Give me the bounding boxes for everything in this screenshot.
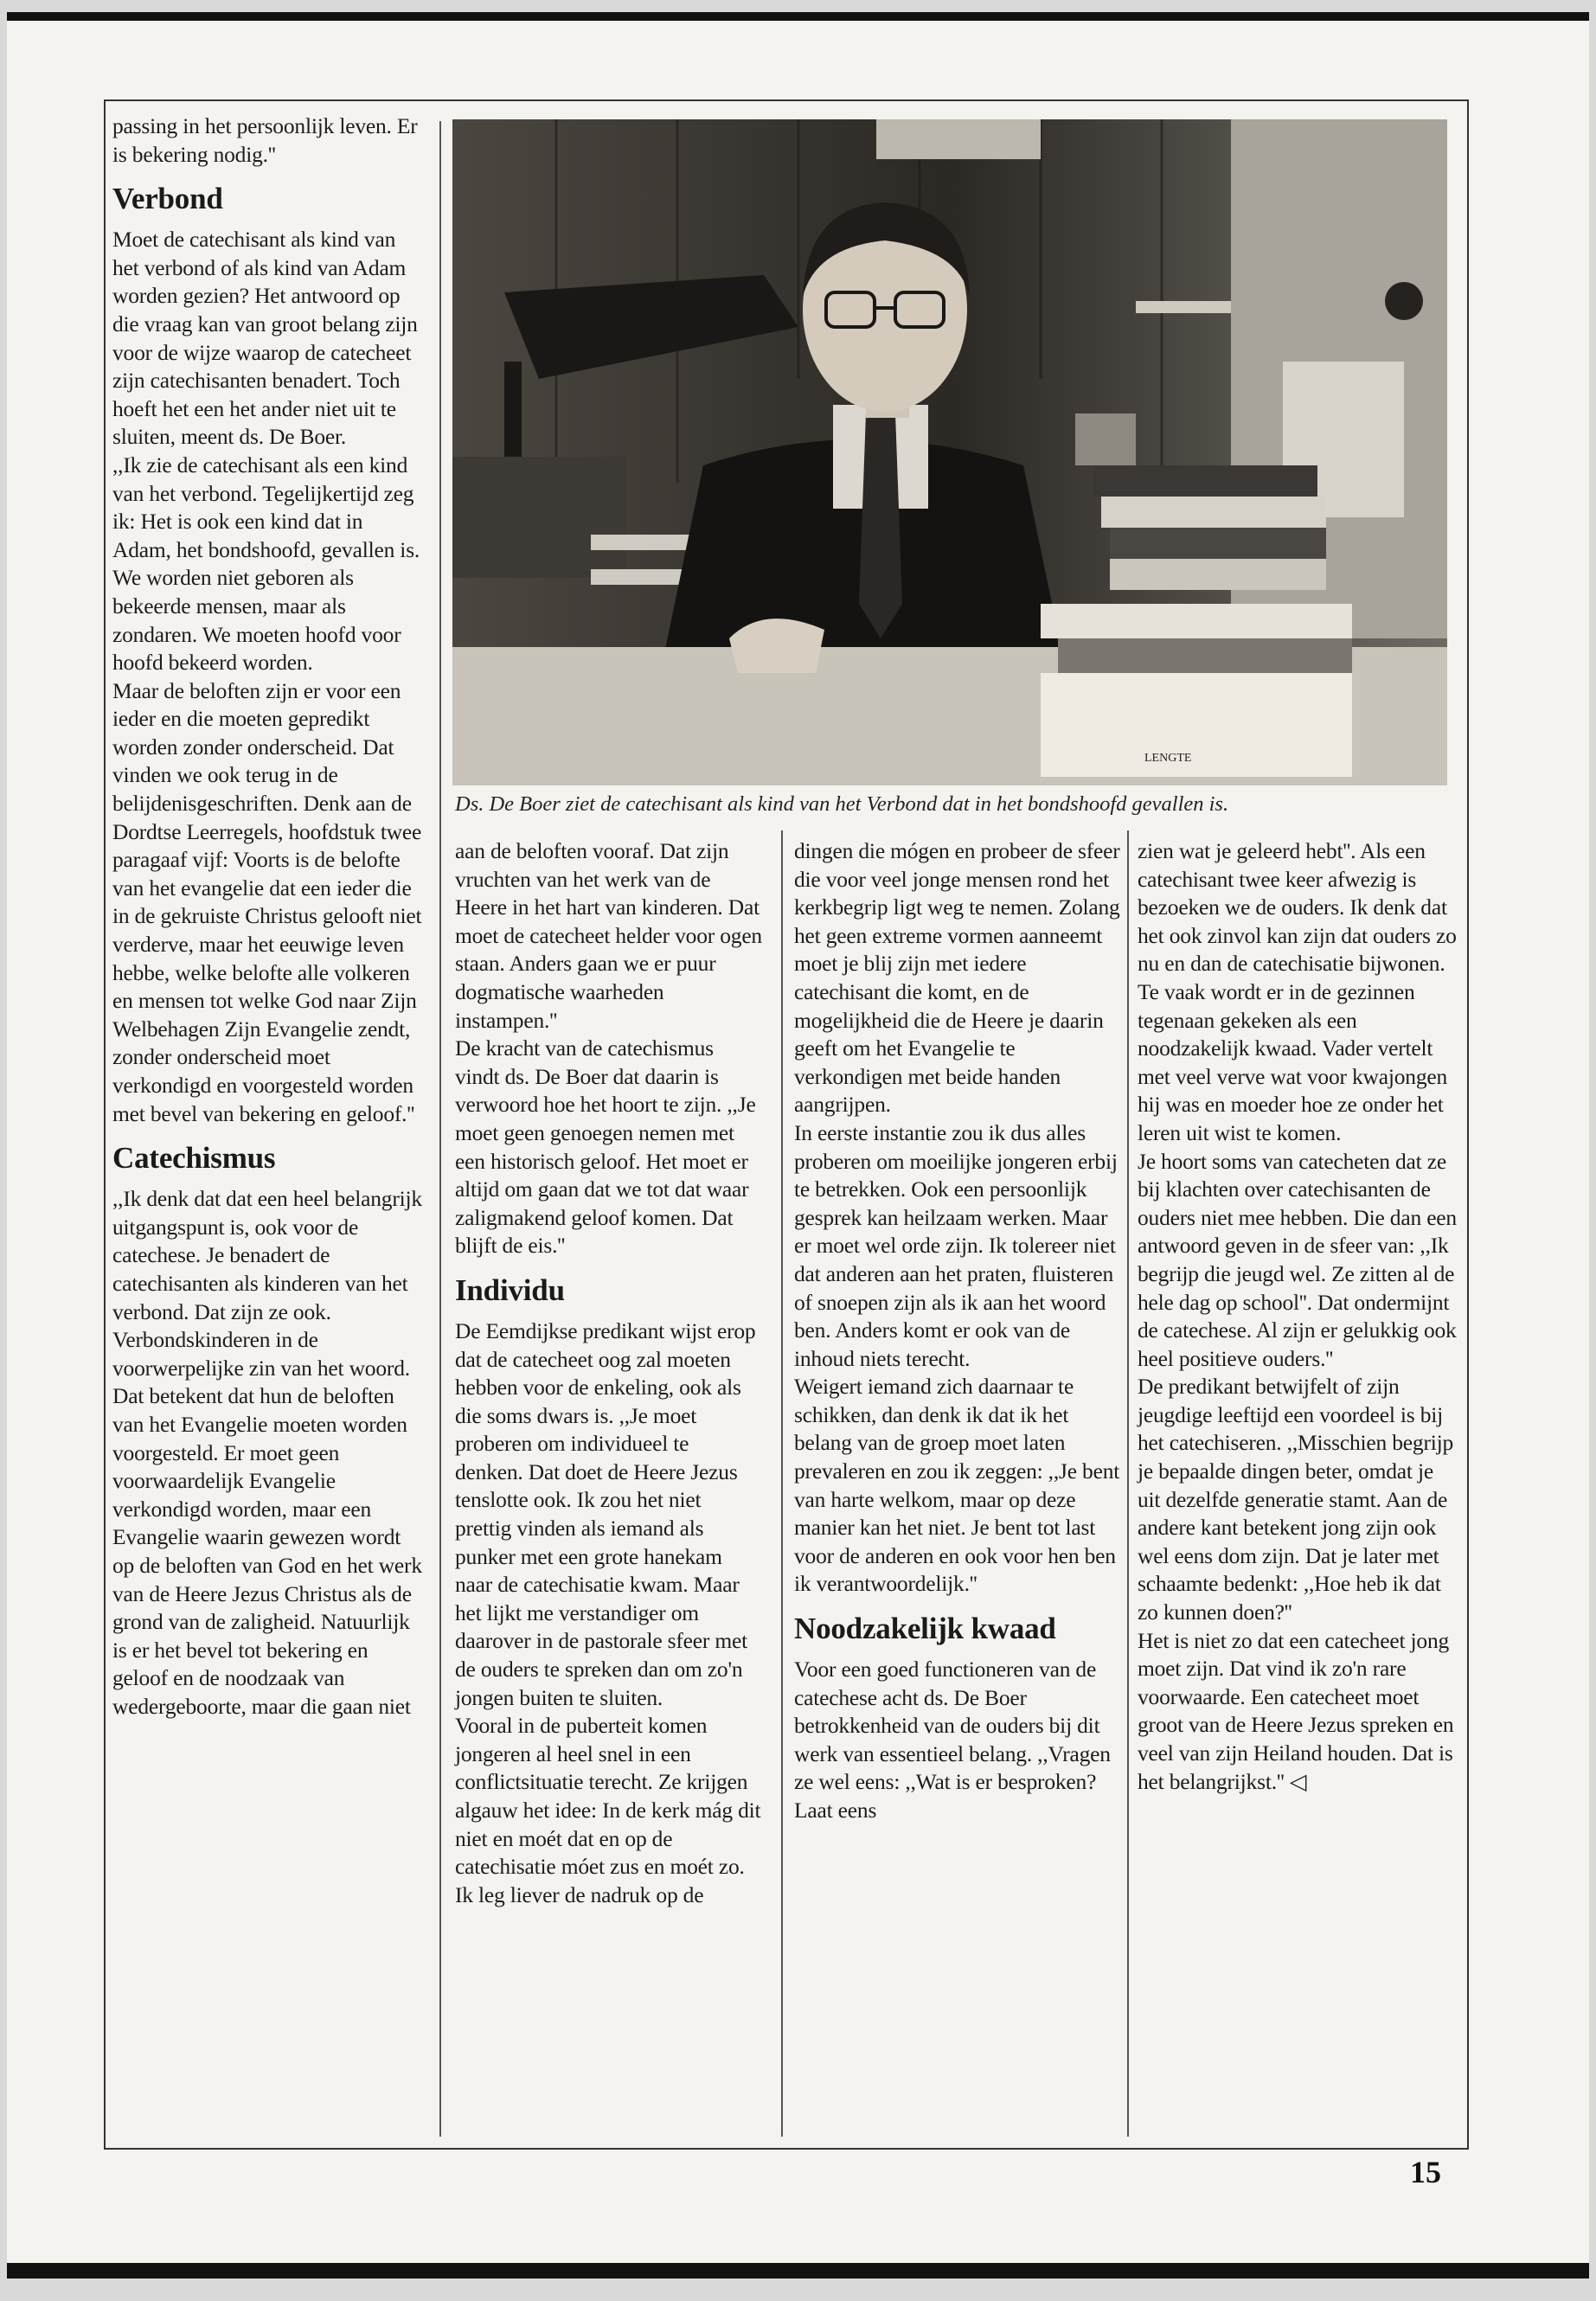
body-paragraph: Je hoort soms van catecheten dat ze bij klachten over catechisanten de ouders niet mee hebben. Die dan een antwoord geven in de sfeer van: ,,Ik begrijp die jeugd wel. Ze zitten al de hele dag op school''. Dat ondermijnt de catechese. Al zijn er gelukkig ook heel positieve ouders.'' [1138,1148,1457,1371]
portrait-photo-illustration [452,119,1447,785]
body-paragraph: dingen die mógen en probeer de sfeer die voor veel jonge mensen rond het kerkbegrip ligt weg te nemen. Zolang het geen extreme vormen aanneemt moet je blij zijn met iedere catechisant die komt, en de mogelijkheid die de Heere je daarin geeft om het Evangelie te verkondigen met beide handen aangrijpen. [794,838,1120,1118]
body-paragraph: ,,Ik denk dat dat een heel belangrijk uitgangspunt is, ook voor de catechese. Je benadert de catechisanten als kinderen van het verbond. Dat zijn ze ook. Verbondskinderen in de voorwerpelijke zin van het woord. Dat betekent dat hun de beloften van het Evangelie moeten worden voorgesteld. Er moet geen voorwaardelijk Evangelie verkondigd worden, maar een Evangelie waarin gewezen wordt op de beloften van God en het werk van de Heere Jezus Christus als de grond van de zaligheid. Natuurlijk is er het bevel tot bekering en geloof en de noodzaak van wedergeboorte, maar die gaan niet [112,1186,422,1719]
body-paragraph: Voor een goed functioneren van de catechese acht ds. De Boer betrokkenheid van de ouders bij dit werk van essentieel belang. ,,Vragen ze wel eens: ,,Wat is er besproken? Laat eens [794,1657,1111,1823]
article-column-2 [455,837,762,1909]
body-paragraph: Weigert iemand zich daarnaar te schikken, dan denk ik dat ik het belang van de groep moet laten prevaleren en zou ik zeggen: ,,Je bent van harte welkom, maar op deze manier kan het niet. Je bent tot last voor de anderen en ook voor hen ben ik verantwoordelijk.'' [794,1374,1120,1597]
photo-caption: Ds. De Boer ziet de catechisant als kind van het Verbond dat in het bondshoofd gevallen is. [455,792,1229,816]
article-column-1 [112,112,424,1721]
body-paragraph: Moet de catechisant als kind van het verbond of als kind van Adam worden gezien? Het antwoord op die vraag kan van groot belang zijn voor de wijze waarop de catecheet zijn catechisanten benadert. Toch hoeft het een het ander niet uit te sluiten, meent ds. De Boer. [112,227,418,450]
body-paragraph: passing in het persoonlijk leven. Er is bekering nodig.'' [112,113,418,167]
body-paragraph: Vooral in de puberteit komen jongeren al heel snel in een conflictsituatie terecht. Ze krijgen algauw het idee: In de kerk mág dit niet en moét dat en op de catechisatie móet zus en moét zo. Ik leg liever de nadruk op de [455,1713,761,1907]
body-paragraph: zien wat je geleerd hebt''. Als een catechisant twee keer afwezig is bezoeken we de ouders. Ik denk dat het ook zinvol kan zijn dat ouders zo nu en dan de catechisatie bijwonen. Te vaak wordt er in de gezinnen tegenaan gekeken als een noodzakelijk kwaad. Vader vertelt met veel verve wat voor kwajongen hij was en moeder hoe ze onder het leren uit wist te komen. [1138,838,1457,1145]
portrait-photo [452,119,1447,785]
column-rule [781,830,783,2137]
article-column-4 [1138,837,1459,1796]
body-paragraph: ,,Ik zie de catechisant als een kind van het verbond. Tegelijkertijd zeg ik: Het is ook een kind dat in Adam, het bondshoofd, gevallen is. We worden niet geboren als bekeerde mensen, maar als zondaren. We moeten hoofd voor hoofd bekeerd worden. [112,452,420,676]
page-number: 15 [1410,2155,1441,2189]
body-paragraph: De predikant betwijfelt of zijn jeugdige leeftijd een voordeel is bij het catechiseren. ,,Misschien begrijp je bepaalde dingen beter, omdat je uit dezelfde generatie stamt. Aan de andere kant betekent jong zijn ook wel eens dom zijn. Dat je later met schaamte bedenkt: ,,Hoe heb ik dat zo kunnen doen?'' [1138,1374,1454,1625]
section-heading: Verbond [112,182,223,216]
body-paragraph: In eerste instantie zou ik dus alles proberen om moeilijke jongeren erbij te betrekken. Ook een persoonlijk gesprek kan heilzaam werken. Maar er moet wel orde zijn. Ik tolereer niet dat anderen aan het praten, fluisteren of snoepen zijn als ik aan het woord ben. Anders komt er ook van de inhoud niets terecht. [794,1119,1118,1371]
book-spine-text: LENGTE [1144,752,1192,765]
section-heading: Noodzakelijk kwaad [794,1612,1056,1646]
body-paragraph: Maar de beloften zijn er voor een ieder en die moeten gepredikt worden zonder onderscheid. Dat vinden we ook terug in de belijdenisgeschriften. Denk aan de Dordtse Leerregels, hoofdstuk twee paragaaf vijf: Voorts is de belofte van het evangelie dat een ieder die in de gekruiste Christus gelooft niet verderve, maar het eeuwige leven hebbe, welke belofte alle volkeren en mensen tot welke God naar Zijn Welbehagen Zijn Evangelie zendt, zonder onderscheid moet verkondigd en voorgesteld worden met bevel van bekering en geloof.'' [112,677,422,1126]
section-heading: Individu [455,1272,565,1307]
body-paragraph: De Eemdijkse predikant wijst erop dat de catecheet oog zal moeten hebben voor de enkeling, ook als die soms dwars is. ,,Je moet proberen om individueel te denken. Dat doet de Heere Jezus tenslotte ook. Ik zou het niet prettig vinden als iemand als punker met een grote hanekam naar de catechisatie kwam. Maar het lijkt me verstandiger om daarover in de pastorale sfeer met de ouders te spreken dan om zo'n jongen buiten te sluiten. [455,1317,756,1710]
section-heading: Catechismus [112,1141,276,1176]
body-paragraph: Het is niet zo dat een catecheet jong moet zijn. Dat vind ik zo'n rare voorwaarde. Een catecheet moet groot van de Heere Jezus spreken en veel van zijn Heiland houden. Dat is het belangrijkst.'' ◁ [1138,1627,1454,1794]
column-rule [1127,830,1129,2137]
column-rule [439,121,441,2137]
body-paragraph: De kracht van de catechismus vindt ds. De Boer dat daarin is verwoord hoe het hoort te zijn. ,,Je moet geen genoegen nemen met een historisch geloof. Het moet er altijd om gaan dat we tot dat waar zaligmakend geloof komen. Dat blijft de eis.'' [455,1035,756,1259]
body-paragraph: aan de beloften vooraf. Dat zijn vruchten van het werk van de Heere in het hart van kinderen. Dat moet de catecheet helder voor ogen staan. Anders gaan we er puur dogmatische waarheden instampen.'' [455,838,762,1033]
article-column-3 [794,837,1123,1825]
